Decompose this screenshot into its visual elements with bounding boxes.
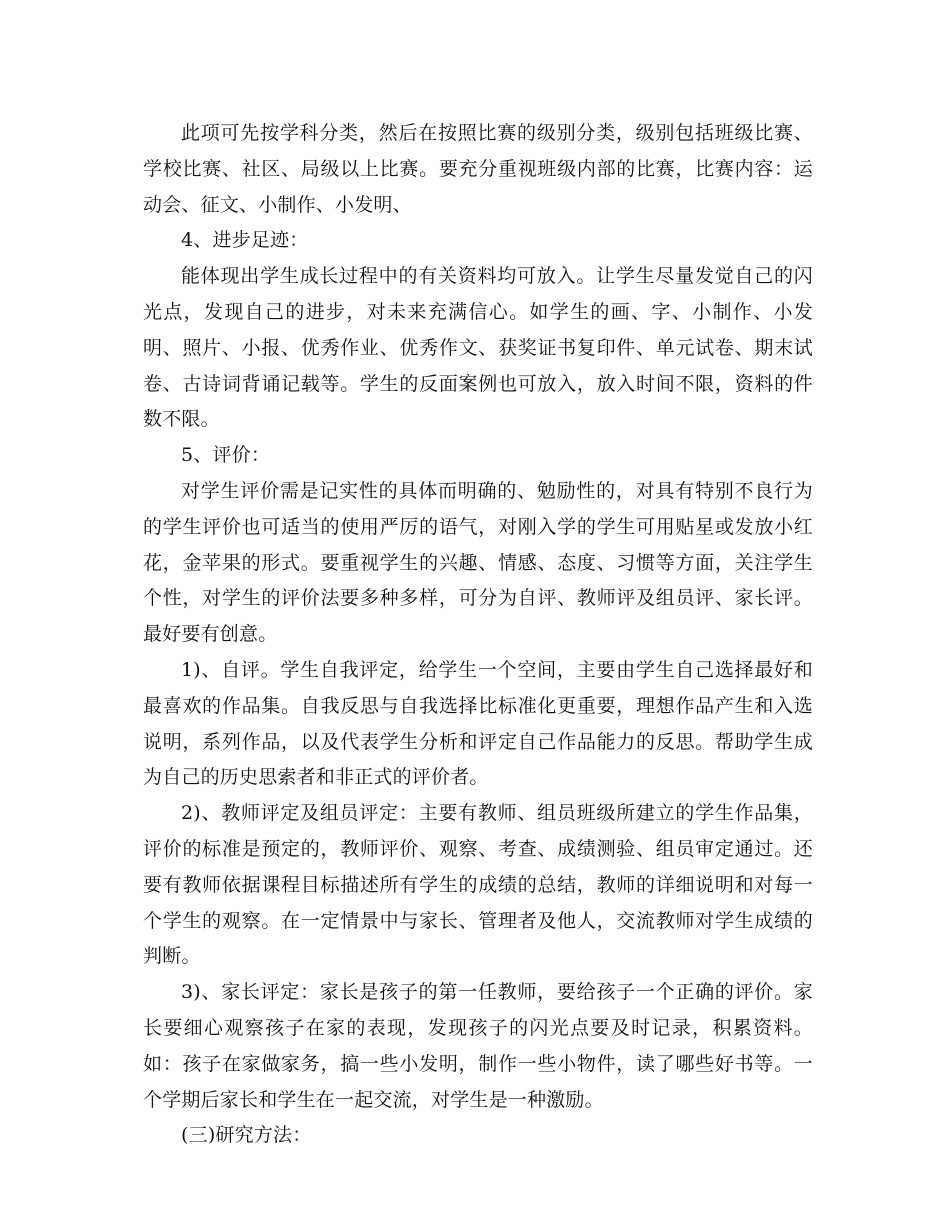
paragraph-competition-categories: 此项可先按学科分类，然后在按照比赛的级别分类，级别包括班级比赛、学校比赛、社区、局级以上比赛。要充分重视班级内部的比赛，比赛内容：运动会、征文、小制作、小发明、 xyxy=(143,122,813,216)
document-body xyxy=(143,116,813,1154)
paragraph-evaluation-overview: 对学生评价需是记实性的具体而明确的、勉励性的，对具有特别不良行为的学生评价也可适当的使用严厉的语气，对刚入学的学生可用贴星或发放小红花，金苹果的形式。要重视学生的兴趣、情感、态度、习惯等方面，关注学生个性，对学生的评价法要多种多样，可分为自评、教师评及组员评、家长评。最好要有创意。 xyxy=(143,479,813,646)
paragraph-parent-evaluation: 3)、家长评定：家长是孩子的第一任教师，要给孩子一个正确的评价。家长要细心观察孩子在家的表现，发现孩子的闪光点要及时记录，积累资料。如：孩子在家做家务，搞一些小发明，制作一些小物件，读了哪些好书等。一个学期后家长和学生在一起交流，对学生是一种激励。 xyxy=(143,981,813,1111)
paragraph-progress-materials: 能体现出学生成长过程中的有关资料均可放入。让学生尽量发觉自己的闪光点，发现自己的进步，对未来充满信心。如学生的画、字、小制作、小发明、照片、小报、优秀作业、优秀作文、获奖证书复印件、单元试卷、期末试卷、古诗词背诵记载等。学生的反面案例也可放入，放入时间不限，资料的件数不限。 xyxy=(143,265,813,431)
heading-evaluation: 5、评价： xyxy=(181,444,271,467)
heading-progress-footprints: 4、进步足迹： xyxy=(181,229,309,252)
paragraph-self-evaluation: 1)、自评。学生自我评定，给学生一个空间，主要由学生自己选择最好和最喜欢的作品集。自我反思与自我选择比标准化更重要，理想作品产生和入选说明，系列作品，以及代表学生分析和评定自己作品能力的反思。帮助学生成为自己的历史思索者和非正式的评价者。 xyxy=(143,658,813,789)
heading-research-methods: (三)研究方法： xyxy=(181,1124,312,1147)
paragraph-teacher-evaluation: 2)、教师评定及组员评定：主要有教师、组员班级所建立的学生作品集，评价的标准是预定的，教师评价、观察、考查、成绩测验、组员审定通过。还要有教师依据课程目标描述所有学生的成绩的总结，教师的详细说明和对每一个学生的观察。在一定情景中与家长、管理者及他人，交流教师对学生成绩的判断。 xyxy=(143,802,813,968)
